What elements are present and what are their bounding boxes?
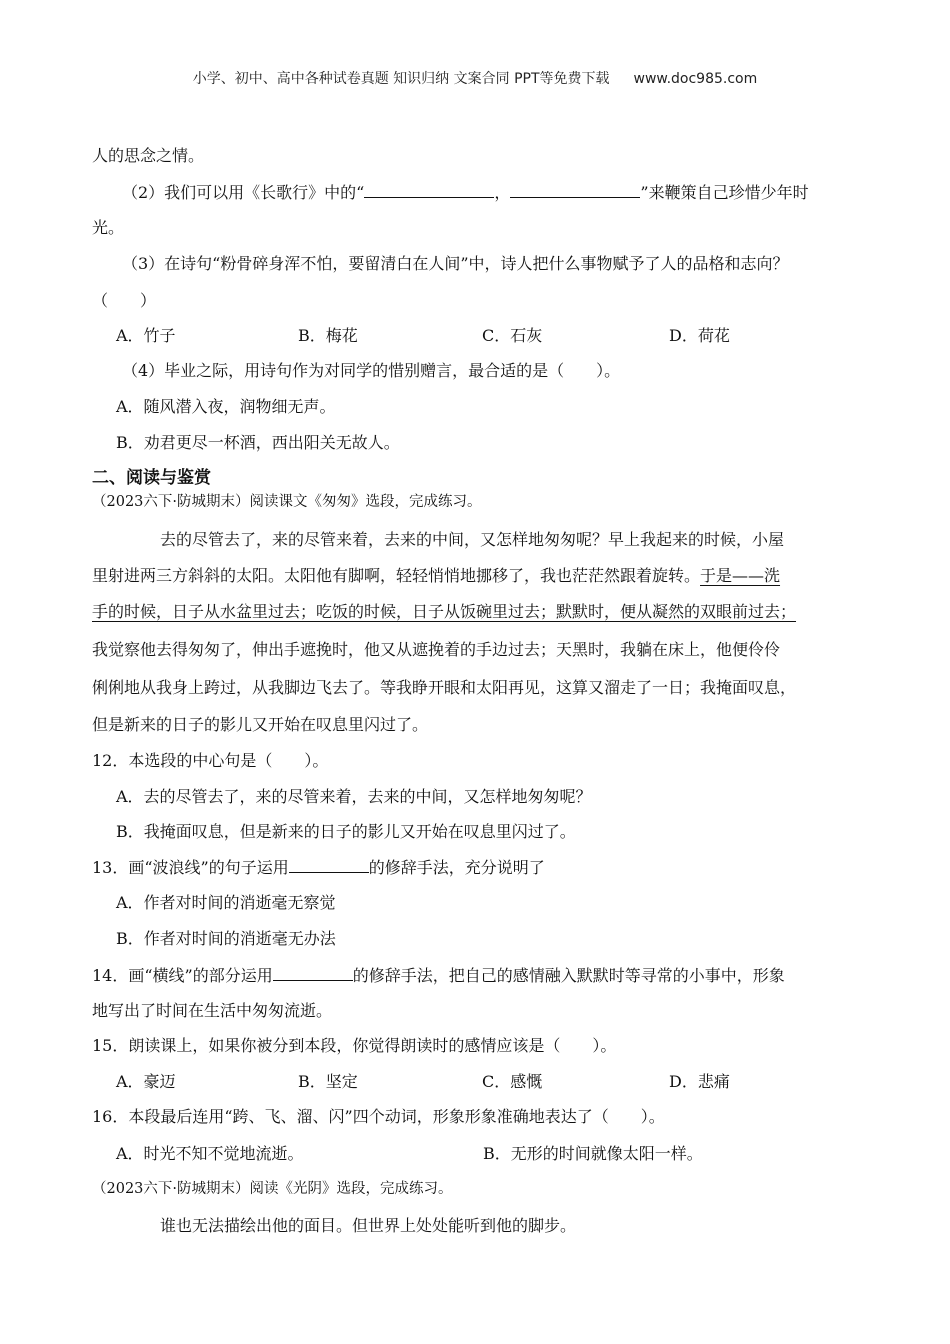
option-b[interactable]: B．坚定	[298, 1072, 358, 1091]
option-a[interactable]: A．作者对时间的消逝毫无察觉	[116, 893, 336, 912]
question-3: （3）在诗句“粉骨碎身浑不怕，要留清白在人间”中，诗人把什么事物赋予了人的品格和志向？	[122, 254, 789, 273]
option-b[interactable]: B．梅花	[298, 326, 358, 345]
option-b[interactable]: B．我掩面叹息，但是新来的日子的影儿又开始在叹息里闪过了。	[116, 822, 576, 841]
option-b[interactable]: B．作者对时间的消逝毫无办法	[116, 929, 336, 948]
option-a[interactable]: A．时光不知不觉地流逝。	[116, 1144, 304, 1163]
passage-line: 我觉察他去得匆匆了，伸出手遮挽时，他又从遮挽着的手边过去；天黑时，我躺在床上，他便伶伶	[92, 640, 781, 659]
text-line: 人的思念之情。	[92, 146, 205, 165]
question-15: 15．朗读课上，如果你被分到本段，你觉得朗读时的感情应该是（ ）。	[92, 1036, 617, 1055]
option-a[interactable]: A．去的尽管去了，来的尽管来着，去来的中间，又怎样地匆匆呢？	[116, 787, 592, 806]
passage-line: 谁也无法描绘出他的面目。但世界上处处能听到他的脚步。	[160, 1216, 577, 1235]
question-14: 14．画“横线”的部分运用 的修辞手法，把自己的感情融入默默时等寻常的小事中，形象	[92, 966, 785, 985]
passage-line: 里射进两三方斜斜的太阳。太阳他有脚啊，轻轻悄悄地挪移了，我也茫茫然跟着旋转。于是——洗	[92, 566, 781, 585]
header-text: 小学、初中、高中各种试卷真题 知识归纳 文案合同 PPT等免费下载	[192, 71, 610, 87]
answer-blank[interactable]	[510, 181, 640, 198]
option-b[interactable]: B．无形的时间就像太阳一样。	[483, 1144, 703, 1163]
answer-blank[interactable]	[273, 964, 353, 981]
question-12: 12．本选段的中心句是（ ）。	[92, 751, 329, 770]
header-url[interactable]: www.doc985.com	[633, 71, 758, 87]
source-line: （2023六下·防城期末）阅读课文《匆匆》选段，完成练习。	[92, 494, 482, 510]
option-a[interactable]: A．竹子	[116, 326, 176, 345]
question-4: （4）毕业之际，用诗句作为对同学的惜别赠言，最合适的是（ ）。	[122, 361, 621, 380]
option-a[interactable]: A．随风潜入夜，润物细无声。	[116, 397, 336, 416]
page-header	[0, 68, 950, 88]
option-c[interactable]: C．感慨	[482, 1072, 543, 1091]
underlined-text: 于是——洗	[700, 566, 781, 585]
text-line: 光。	[92, 218, 125, 237]
answer-blank[interactable]	[364, 181, 494, 198]
option-b[interactable]: B．劝君更尽一杯酒，西出阳关无故人。	[116, 433, 400, 452]
question-13: 13．画“波浪线”的句子运用 的修辞手法，充分说明了	[92, 858, 545, 877]
passage-line: 但是新来的日子的影儿又开始在叹息里闪过了。	[92, 715, 429, 734]
option-d[interactable]: D．荷花	[669, 326, 730, 345]
answer-paren: （ ）	[92, 291, 157, 310]
underlined-passage-line: 手的时候，日子从水盆里过去；吃饭的时候，日子从饭碗里过去；默默时，便从凝然的双眼前过去；	[92, 602, 797, 621]
passage-line: 去的尽管去了，来的尽管来着，去来的中间，又怎样地匆匆呢？早上我起来的时候，小屋	[160, 530, 785, 549]
passage-line: 俐俐地从我身上跨过，从我脚边飞去了。等我睁开眼和太阳再见，这算又溜走了一日；我掩面叹息，	[92, 678, 797, 697]
option-a[interactable]: A．豪迈	[116, 1072, 176, 1091]
answer-blank[interactable]	[289, 856, 369, 873]
source-line: （2023六下·防城期末）阅读《光阴》选段，完成练习。	[92, 1181, 453, 1197]
text-line: 地写出了时间在生活中匆匆流逝。	[92, 1001, 333, 1020]
question-2: （2）我们可以用《长歌行》中的“ ， ”来鞭策自己珍惜少年时	[122, 183, 809, 202]
option-c[interactable]: C．石灰	[482, 326, 543, 345]
section-title: 二、阅读与鉴赏	[92, 468, 211, 488]
option-d[interactable]: D．悲痛	[669, 1072, 730, 1091]
question-16: 16．本段最后连用“跨、飞、溜、闪”四个动词，形象形象准确地表达了（ ）。	[92, 1107, 665, 1126]
